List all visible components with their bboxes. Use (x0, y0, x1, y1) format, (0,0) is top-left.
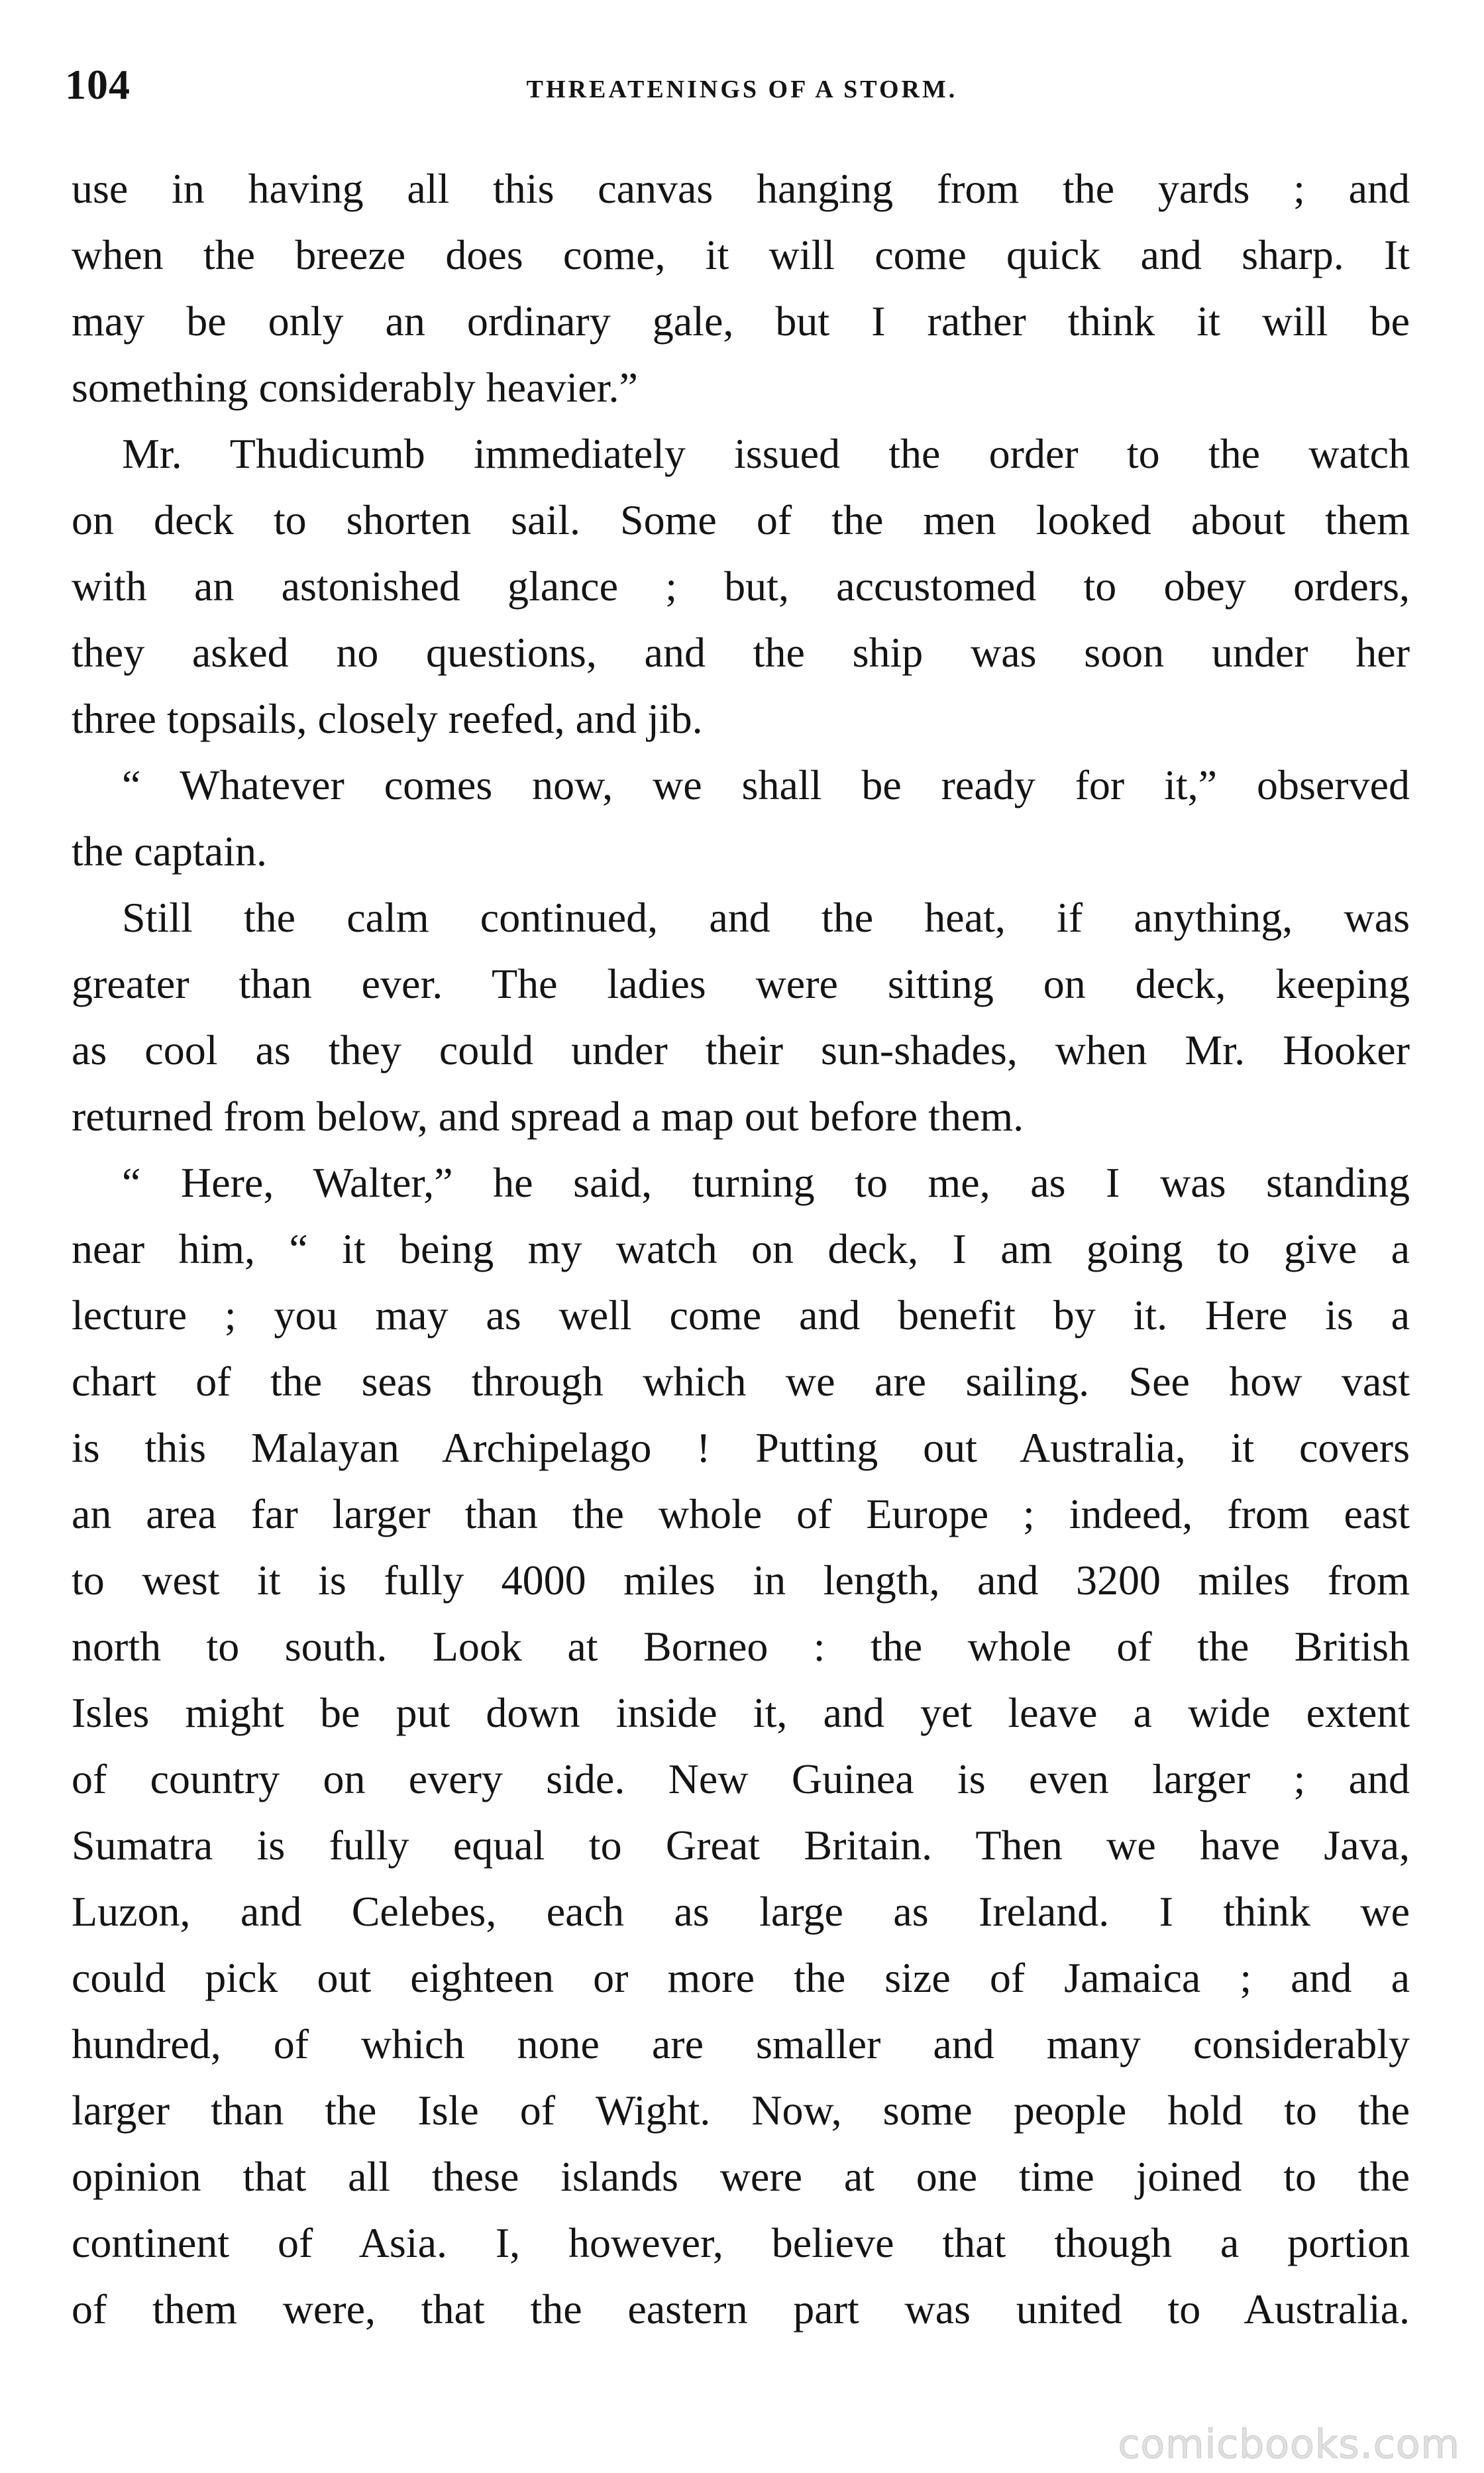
text-line: with an astonished glance ; but, accustomed to obey orders, (72, 563, 1410, 610)
text-line: Isles might be put down inside it, and yet leave a wide extent (72, 1689, 1410, 1736)
text-line: as cool as they could under their sun-shades, when Mr. Hooker (72, 1026, 1410, 1073)
text-line: on deck to shorten sail. Some of the men looked about them (72, 496, 1410, 543)
text-line: returned from below, and spread a map out before them. (72, 1093, 1024, 1140)
text-line: north to south. Look at Borneo : the whole of the British (72, 1623, 1410, 1670)
text-line: use in having all this canvas hanging from the yards ; and (72, 165, 1410, 212)
text-line: is this Malayan Archipelago ! Putting out Australia, it covers (72, 1424, 1410, 1471)
text-line: greater than ever. The ladies were sitting on deck, keeping (72, 960, 1410, 1007)
text-line: Sumatra is fully equal to Great Britain. Then we have Java, (72, 1822, 1410, 1869)
text-line: Still the calm continued, and the heat, if anything, was (122, 894, 1410, 941)
text-line: something considerably heavier.” (72, 364, 638, 411)
text-line: of them were, that the eastern part was united to Australia. (72, 2285, 1410, 2333)
watermark: comicbooks.com (1118, 2421, 1460, 2468)
text-line: “ Whatever comes now, we shall be ready for it,” observed (122, 761, 1410, 808)
running-head: THREATENINGS OF A STORM. (526, 76, 958, 103)
text-line: opinion that all these islands were at one time joined to the (72, 2153, 1410, 2200)
text-line: could pick out eighteen or more the size of Jamaica ; and a (72, 1954, 1410, 2001)
text-line: they asked no questions, and the ship was soon under her (72, 629, 1410, 676)
text-line: hundred, of which none are smaller and many considerably (72, 2020, 1410, 2067)
text-line: of country on every side. New Guinea is even larger ; and (72, 1755, 1410, 1802)
text-line: three topsails, closely reefed, and jib. (72, 695, 703, 742)
body-text (72, 156, 1410, 2342)
text-line: Mr. Thudicumb immediately issued the order to the watch (122, 430, 1410, 477)
page-number: 104 (65, 61, 131, 108)
text-line: “ Here, Walter,” he said, turning to me, as I was standing (122, 1159, 1410, 1206)
text-line: larger than the Isle of Wight. Now, some people hold to the (72, 2087, 1410, 2134)
text-line: an area far larger than the whole of Europe ; indeed, from east (72, 1490, 1410, 1537)
text-line: near him, “ it being my watch on deck, I am going to give a (72, 1225, 1410, 1272)
text-line: may be only an ordinary gale, but I rather think it will be (72, 298, 1410, 345)
text-line: the captain. (72, 828, 267, 875)
text-line: chart of the seas through which we are sailing. See how vast (72, 1358, 1410, 1405)
text-line: Luzon, and Celebes, each as large as Ireland. I think we (72, 1888, 1410, 1935)
text-line: when the breeze does come, it will come quick and sharp. It (72, 231, 1410, 278)
text-line: continent of Asia. I, however, believe that though a portion (72, 2219, 1410, 2266)
text-line: lecture ; you may as well come and benefit by it. Here is a (72, 1291, 1410, 1339)
text-line: to west it is fully 4000 miles in length, and 3200 miles from (72, 1557, 1410, 1604)
